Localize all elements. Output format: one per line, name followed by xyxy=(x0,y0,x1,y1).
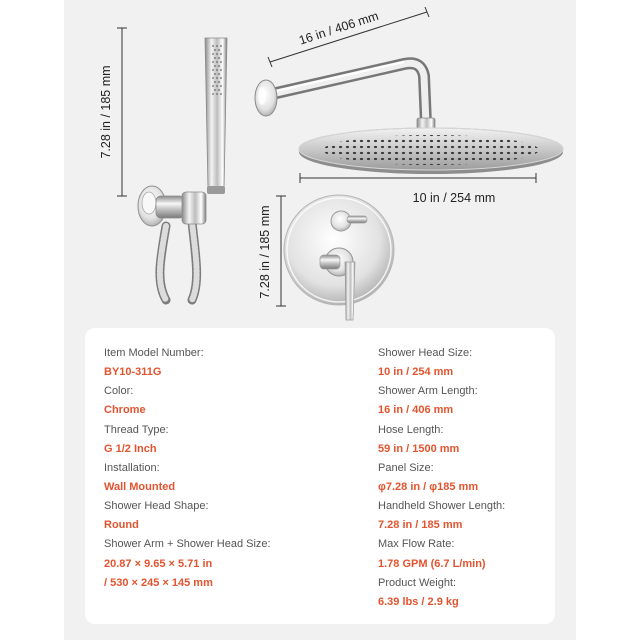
head-diameter-label: 10 in / 254 mm xyxy=(412,191,496,205)
installation-value: Wall Mounted xyxy=(104,480,176,493)
handheld-dimension xyxy=(99,28,127,196)
arm-length-label: 16 in / 406 mm xyxy=(297,8,381,48)
handheld-shower xyxy=(138,38,227,300)
panel-size-value: φ7.28 in / φ185 mm xyxy=(378,480,479,493)
arm-head-size-label: Shower Arm + Shower Head Size: xyxy=(104,538,271,551)
flow-rate-value: 1.78 GPM (6.7 L/min) xyxy=(378,557,486,570)
panel-dimension xyxy=(258,196,286,306)
product-stage xyxy=(64,0,576,640)
model-number-value: BY10-311G xyxy=(104,366,162,379)
valve-panel xyxy=(284,195,394,320)
color-label: Color: xyxy=(104,385,134,398)
model-number-label: Item Model Number: xyxy=(104,347,204,359)
arm-length-spec-value: 16 in / 406 mm xyxy=(378,404,454,417)
shower-arm xyxy=(255,62,435,130)
svg-text:·: · xyxy=(332,206,334,211)
handheld-height-label: 7.28 in / 185 mm xyxy=(99,65,113,159)
thread-type-label: Thread Type: xyxy=(104,423,169,436)
weight-label: Product Weight: xyxy=(378,576,457,589)
color-value: Chrome xyxy=(104,404,146,417)
arm-head-size-value-in: 20.87 × 9.65 × 5.71 in xyxy=(104,557,213,570)
handheld-length-label: Handheld Shower Length: xyxy=(378,500,506,513)
shower-head xyxy=(299,128,563,174)
head-shape-label: Shower Head Shape: xyxy=(104,500,209,513)
hose-length-label: Hose Length: xyxy=(378,423,444,436)
panel-size-label: Panel Size: xyxy=(378,461,434,474)
spec-card xyxy=(85,328,555,624)
thread-type-value: G 1/2 Inch xyxy=(104,442,157,455)
arm-length-spec-label: Shower Arm Length: xyxy=(378,385,478,398)
head-size-label: Shower Head Size: xyxy=(378,347,473,359)
spec-column-left xyxy=(104,344,271,593)
panel-diameter-label: 7.28 in / 185 mm xyxy=(258,205,272,299)
installation-label: Installation: xyxy=(104,461,160,474)
head-size-value: 10 in / 254 mm xyxy=(378,366,454,379)
handheld-length-value: 7.28 in / 185 mm xyxy=(378,519,463,532)
arm-head-size-value-mm: / 530 × 245 × 145 mm xyxy=(104,576,213,589)
flow-rate-label: Max Flow Rate: xyxy=(378,538,455,551)
product-illustration xyxy=(64,0,576,330)
head-shape-value: Round xyxy=(104,519,139,532)
hose-length-value: 59 in / 1500 mm xyxy=(378,442,460,455)
weight-value: 6.39 lbs / 2.9 kg xyxy=(378,595,459,608)
spec-column-right xyxy=(378,344,505,612)
